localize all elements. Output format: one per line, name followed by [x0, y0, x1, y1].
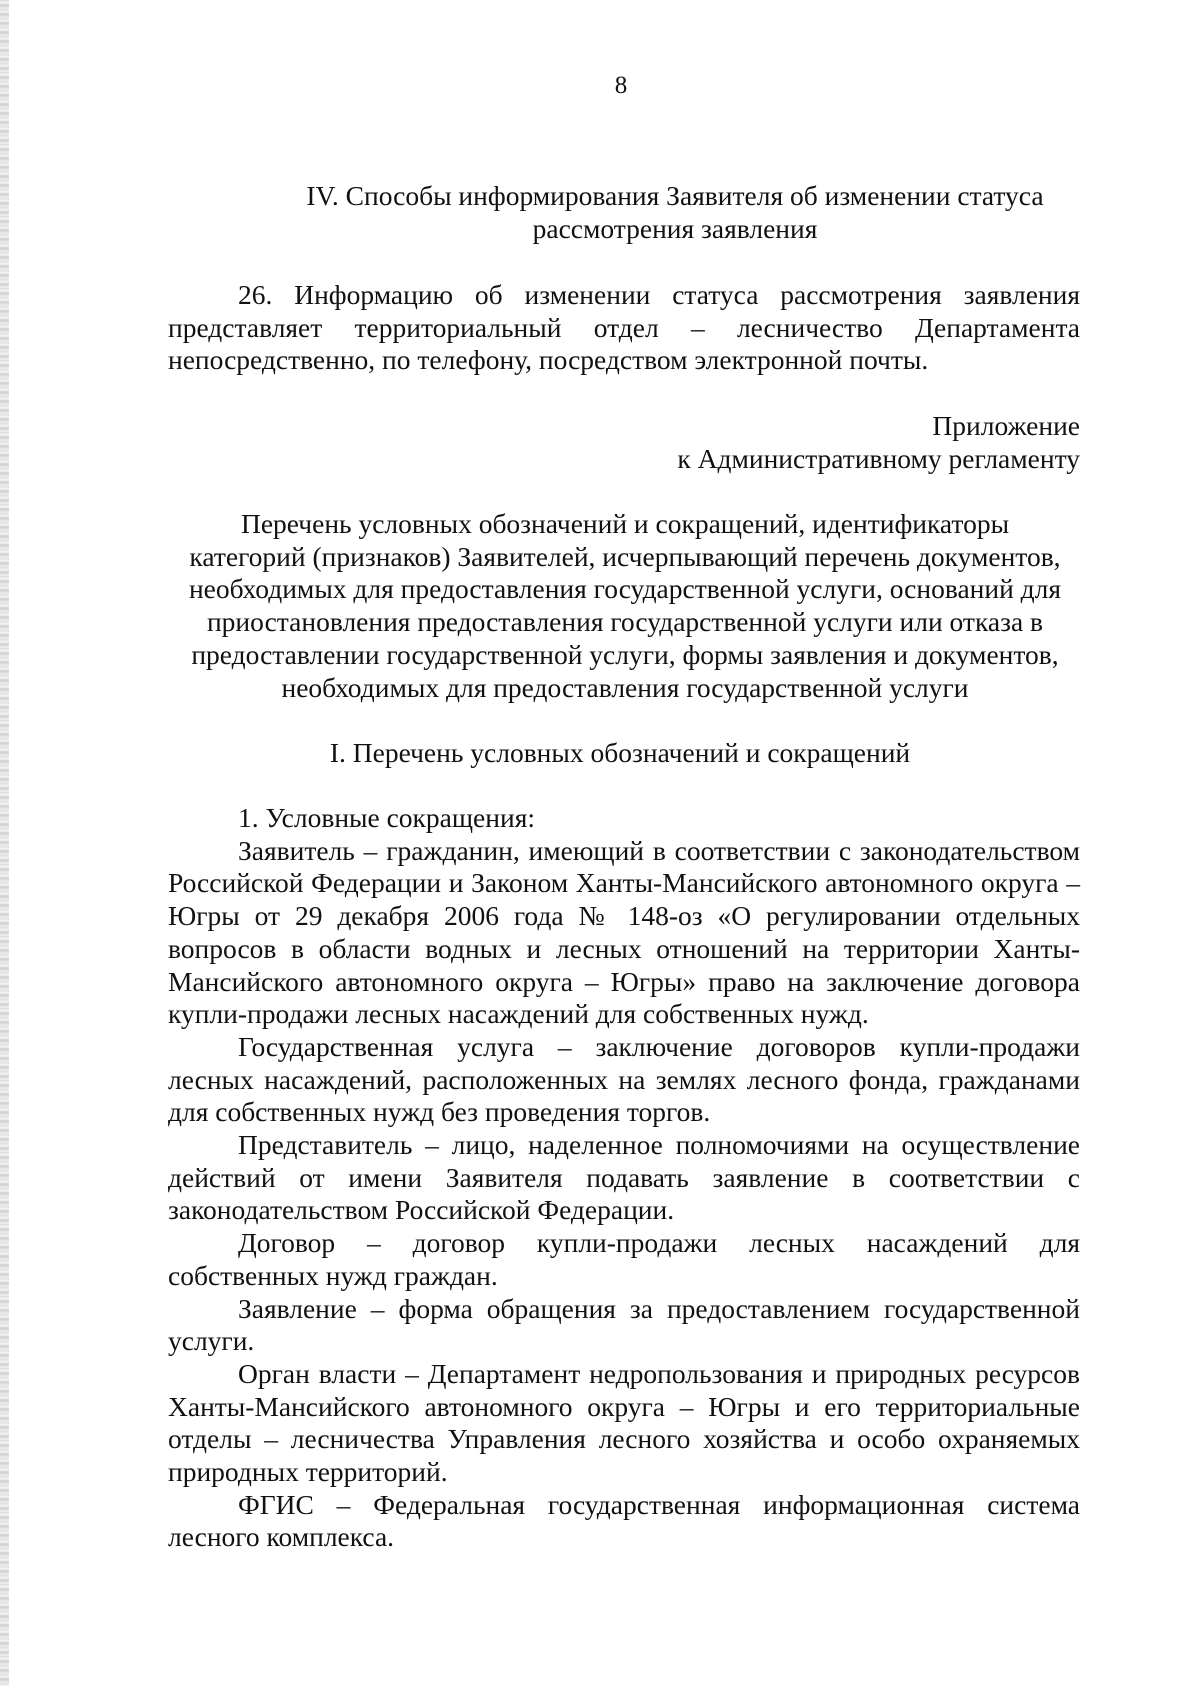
page-number: 8	[614, 72, 628, 99]
scan-edge	[0, 0, 9, 1686]
section-iv-heading-line-2: рассмотрения заявления	[532, 212, 818, 244]
appendix-title-line-1: Перечень условных обозначений и сокращений, идентификаторы	[240, 508, 1010, 539]
definition-representative: Представитель – лицо, наделенное полномочиями на осуществление действий от имени Заявителя подавать заявление в соответствии с законодательством Российской Федерации.	[168, 1129, 1080, 1226]
appendix-title-line-5: предоставлении государственной услуги, формы заявления и документов,	[191, 638, 1059, 670]
section-i-heading: I. Перечень условных обозначений и сокращений	[329, 737, 911, 768]
item-1-label: 1. Условные сокращения:	[238, 802, 535, 833]
appendix-title-line-2: категорий (признаков) Заявителей, исчерпывающий перечень документов,	[189, 540, 1061, 572]
appendix-title-line-4: приостановления предоставления государственной услуги или отказа в	[206, 606, 1044, 638]
section-iv-heading-line-1: IV. Способы информирования Заявителя об изменении статуса	[306, 180, 1044, 211]
appendix-line-1: Приложение	[932, 410, 1080, 441]
section-iv-heading	[270, 180, 1080, 245]
definition-application: Заявление – форма обращения за предоставлением государственной услуги.	[168, 1292, 1080, 1357]
definition-fgis: ФГИС – Федеральная государственная информационная система лесного комплекса.	[168, 1488, 1080, 1553]
definition-authority: Орган власти – Департамент недропользования и природных ресурсов Ханты-Мансийского автономного округа – Югры и его территориальные отделы – лесничества Управления лесного хозяйства и особо охраняемых природных территорий.	[168, 1357, 1080, 1488]
appendix-title	[175, 508, 1075, 704]
definition-state-service: Государственная услуга – заключение договоров купли-продажи лесных насаждений, расположенных на землях лесного фонда, гражданами для собственных нужд без проведения торгов.	[168, 1030, 1080, 1128]
appendix-label	[168, 410, 1080, 475]
definitions-list	[168, 802, 1080, 1554]
appendix-title-line-3: необходимых для предоставления государственной услуги, оснований для	[188, 573, 1062, 605]
paragraph-26: 26. Информацию об изменении статуса рассмотрения заявления представляет территориальный отдел – лесничество Департамента непосредственно, по телефону, посредством электронной почты.	[168, 279, 1080, 376]
definition-applicant: Заявитель – гражданин, имеющий в соответствии с законодательством Российской Федерации и Законом Ханты-Мансийского автономного округа – Югры от 29 декабря 2006 года № 148-оз «О регулировании отдельных вопросов в области водных и лесных отношений на территории Ханты-Мансийского автономного округа – Югры» право на заключение договора купли-продажи лесных насаждений для собственных нужд.	[168, 834, 1080, 1030]
appendix-line-2: к Административному регламенту	[677, 442, 1080, 474]
appendix-title-line-6: необходимых для предоставления государственной услуги	[281, 671, 969, 703]
definition-contract: Договор – договор купли-продажи лесных насаждений для собственных нужд граждан.	[168, 1227, 1080, 1291]
